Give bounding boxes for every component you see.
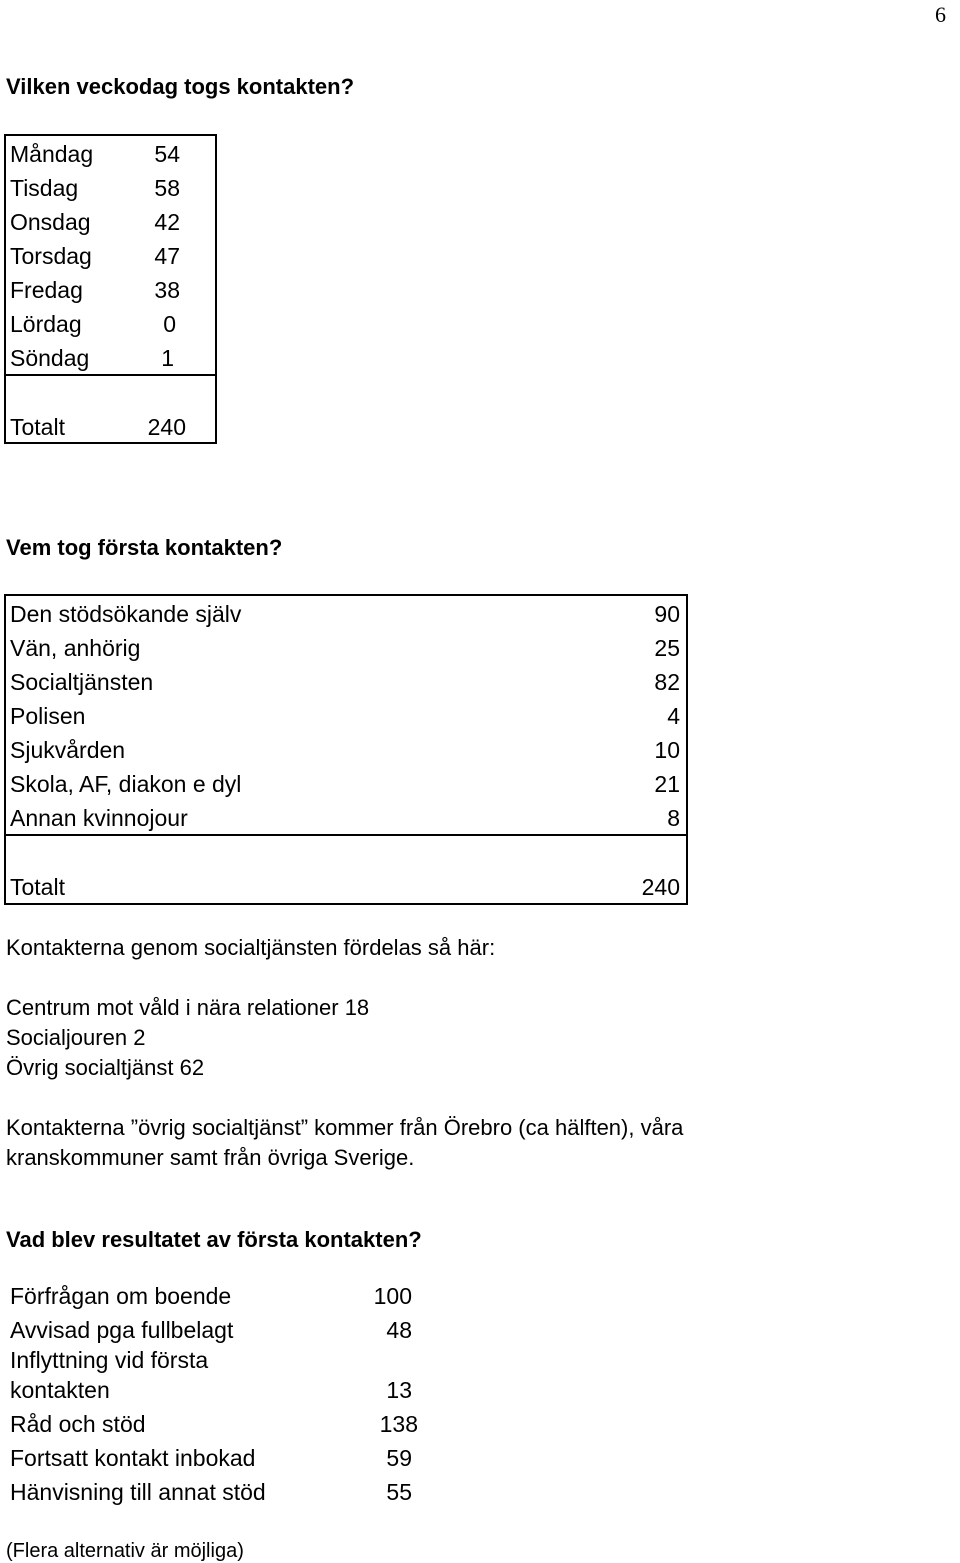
social-services-line: Socialjouren 2 — [6, 1025, 146, 1050]
result-value: 59 — [386, 1445, 412, 1471]
page-number: 6 — [935, 2, 946, 27]
result-row — [10, 1407, 418, 1441]
first-contact-row — [10, 767, 680, 801]
weekday-label: Fredag — [10, 277, 83, 303]
weekday-label: Söndag — [10, 345, 90, 371]
result-label: kontakten — [10, 1377, 110, 1403]
first-contact-value: 10 — [654, 737, 680, 763]
weekday-row — [10, 341, 190, 375]
first-contact-row — [10, 597, 680, 631]
weekday-total-label: Totalt — [10, 414, 65, 440]
result-value: 13 — [386, 1377, 412, 1403]
social-services-line: Övrig socialtjänst 62 — [6, 1055, 205, 1080]
weekday-label: Torsdag — [10, 243, 92, 269]
first-contact-label: Annan kvinnojour — [10, 805, 188, 831]
weekday-value: 1 — [161, 345, 174, 371]
first-contact-value: 82 — [654, 669, 680, 695]
social-services-line: Centrum mot våld i nära relationer 18 — [6, 995, 370, 1020]
weekday-label: Lördag — [10, 311, 82, 337]
first-contact-label: Vän, anhörig — [10, 635, 141, 661]
weekday-value: 54 — [154, 141, 180, 167]
social-services-explanation-line1: Kontakterna ”övrig socialtjänst” kommer från Örebro (ca hälften), våra — [6, 1115, 684, 1140]
first-contact-label: Skola, AF, diakon e dyl — [10, 771, 242, 797]
weekday-heading: Vilken veckodag togs kontakten? — [6, 74, 355, 99]
weekday-row — [10, 239, 190, 273]
first-contact-total-label: Totalt — [10, 874, 65, 900]
result-label: Förfrågan om boende — [10, 1283, 232, 1309]
weekday-row — [10, 137, 190, 171]
first-contact-total-value: 240 — [641, 874, 680, 900]
result-row — [10, 1475, 412, 1509]
weekday-row — [10, 307, 190, 341]
weekday-value: 0 — [163, 311, 176, 337]
first-contact-total-row — [10, 870, 680, 904]
first-contact-label: Socialtjänsten — [10, 669, 154, 695]
first-contact-row — [10, 699, 680, 733]
result-row — [10, 1373, 412, 1407]
first-contact-row — [10, 665, 680, 699]
social-services-explanation-line2: kranskommuner samt från övriga Sverige. — [6, 1145, 415, 1170]
result-heading: Vad blev resultatet av första kontakten? — [6, 1227, 422, 1252]
result-label: Avvisad pga fullbelagt — [10, 1317, 234, 1343]
first-contact-value: 90 — [654, 601, 680, 627]
weekday-total-value: 240 — [147, 414, 186, 440]
weekday-label: Måndag — [10, 141, 94, 167]
result-label: Fortsatt kontakt inbokad — [10, 1445, 256, 1471]
result-value: 48 — [386, 1317, 412, 1343]
result-label: Råd och stöd — [10, 1411, 146, 1437]
weekday-row — [10, 205, 190, 239]
weekday-value: 38 — [154, 277, 180, 303]
first-contact-value: 25 — [654, 635, 680, 661]
weekday-label: Onsdag — [10, 209, 91, 235]
weekday-value: 58 — [154, 175, 180, 201]
first-contact-row — [10, 733, 680, 767]
weekday-value: 42 — [154, 209, 180, 235]
first-contact-label: Den stödsökande själv — [10, 601, 242, 627]
result-value: 55 — [386, 1479, 412, 1505]
weekday-value: 47 — [154, 243, 180, 269]
result-row — [10, 1441, 412, 1475]
result-note: (Flera alternativ är möjliga) — [6, 1540, 244, 1562]
social-services-intro: Kontakterna genom socialtjänsten fördelas så här: — [6, 935, 496, 960]
result-row — [10, 1343, 412, 1377]
result-row — [10, 1313, 412, 1347]
weekday-row — [10, 273, 190, 307]
first-contact-row — [10, 631, 680, 665]
first-contact-heading: Vem tog första kontakten? — [6, 535, 283, 560]
first-contact-value: 21 — [654, 771, 680, 797]
result-value: 138 — [379, 1411, 418, 1437]
weekday-total-row — [10, 410, 190, 444]
first-contact-label: Polisen — [10, 703, 86, 729]
weekday-row — [10, 171, 190, 205]
first-contact-row — [10, 801, 680, 835]
result-label: Hänvisning till annat stöd — [10, 1479, 266, 1505]
first-contact-label: Sjukvården — [10, 737, 126, 763]
result-label: Inflyttning vid första — [10, 1347, 209, 1373]
first-contact-value: 4 — [667, 703, 680, 729]
result-value: 100 — [373, 1283, 412, 1309]
result-row — [10, 1279, 412, 1313]
first-contact-value: 8 — [667, 805, 680, 831]
weekday-label: Tisdag — [10, 175, 79, 201]
